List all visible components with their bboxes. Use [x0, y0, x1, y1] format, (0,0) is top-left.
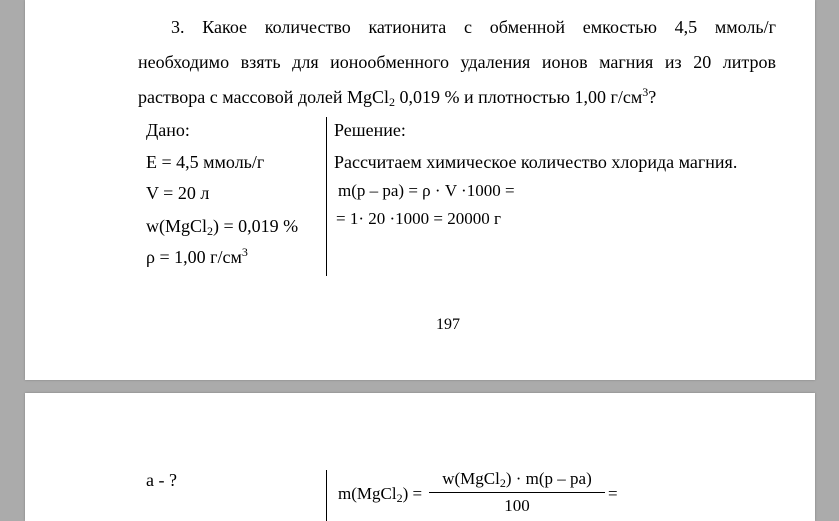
- page-number: 197: [436, 316, 460, 333]
- fraction-numerator: w(MgCl$_2$) · m(р – ра): [442, 469, 592, 490]
- problem-line-3: раствора с массовой долей MgCl$_2$ 0,019 % и плотностью 1,00 $г/см^3$?: [138, 85, 657, 109]
- given-find: a - ?: [146, 470, 177, 490]
- given-w: w(MgCl$_2$) = 0,019 %: [146, 216, 299, 238]
- given-heading: Дано:: [146, 120, 190, 140]
- column-divider-continued: [326, 470, 327, 521]
- problem-line-2: необходимо взять для ионообменного удаления ионов магния из 20 литров: [138, 52, 776, 72]
- column-divider: [326, 117, 327, 276]
- fraction-denominator: 100: [504, 496, 530, 515]
- solution-heading: Решение:: [334, 120, 406, 140]
- given-v: V = 20 л: [146, 183, 210, 203]
- equation-1: m(р – ра) = ρ · V ·1000 =: [338, 181, 515, 200]
- equation-3-tail: =: [608, 484, 618, 503]
- given-e: Е = 4,5 ммоль/г: [146, 152, 265, 172]
- equation-2: = 1· 20 ·1000 = 20000 г: [336, 209, 501, 228]
- equation-3-lhs: m(MgCl$_2$) =: [338, 484, 423, 505]
- fraction-bar: [429, 492, 605, 493]
- solution-step-1: Рассчитаем химическое количество хлорида магния.: [334, 152, 738, 172]
- document-page-1: [25, 0, 815, 380]
- given-rho: ρ = 1,00 $г/см^3$: [146, 245, 248, 267]
- problem-line-1: 3. Какое количество катионита с обменной емкостью 4,5 ммоль/г: [171, 17, 776, 37]
- equation-3-fraction: [429, 468, 605, 517]
- document-page-2: [25, 393, 815, 521]
